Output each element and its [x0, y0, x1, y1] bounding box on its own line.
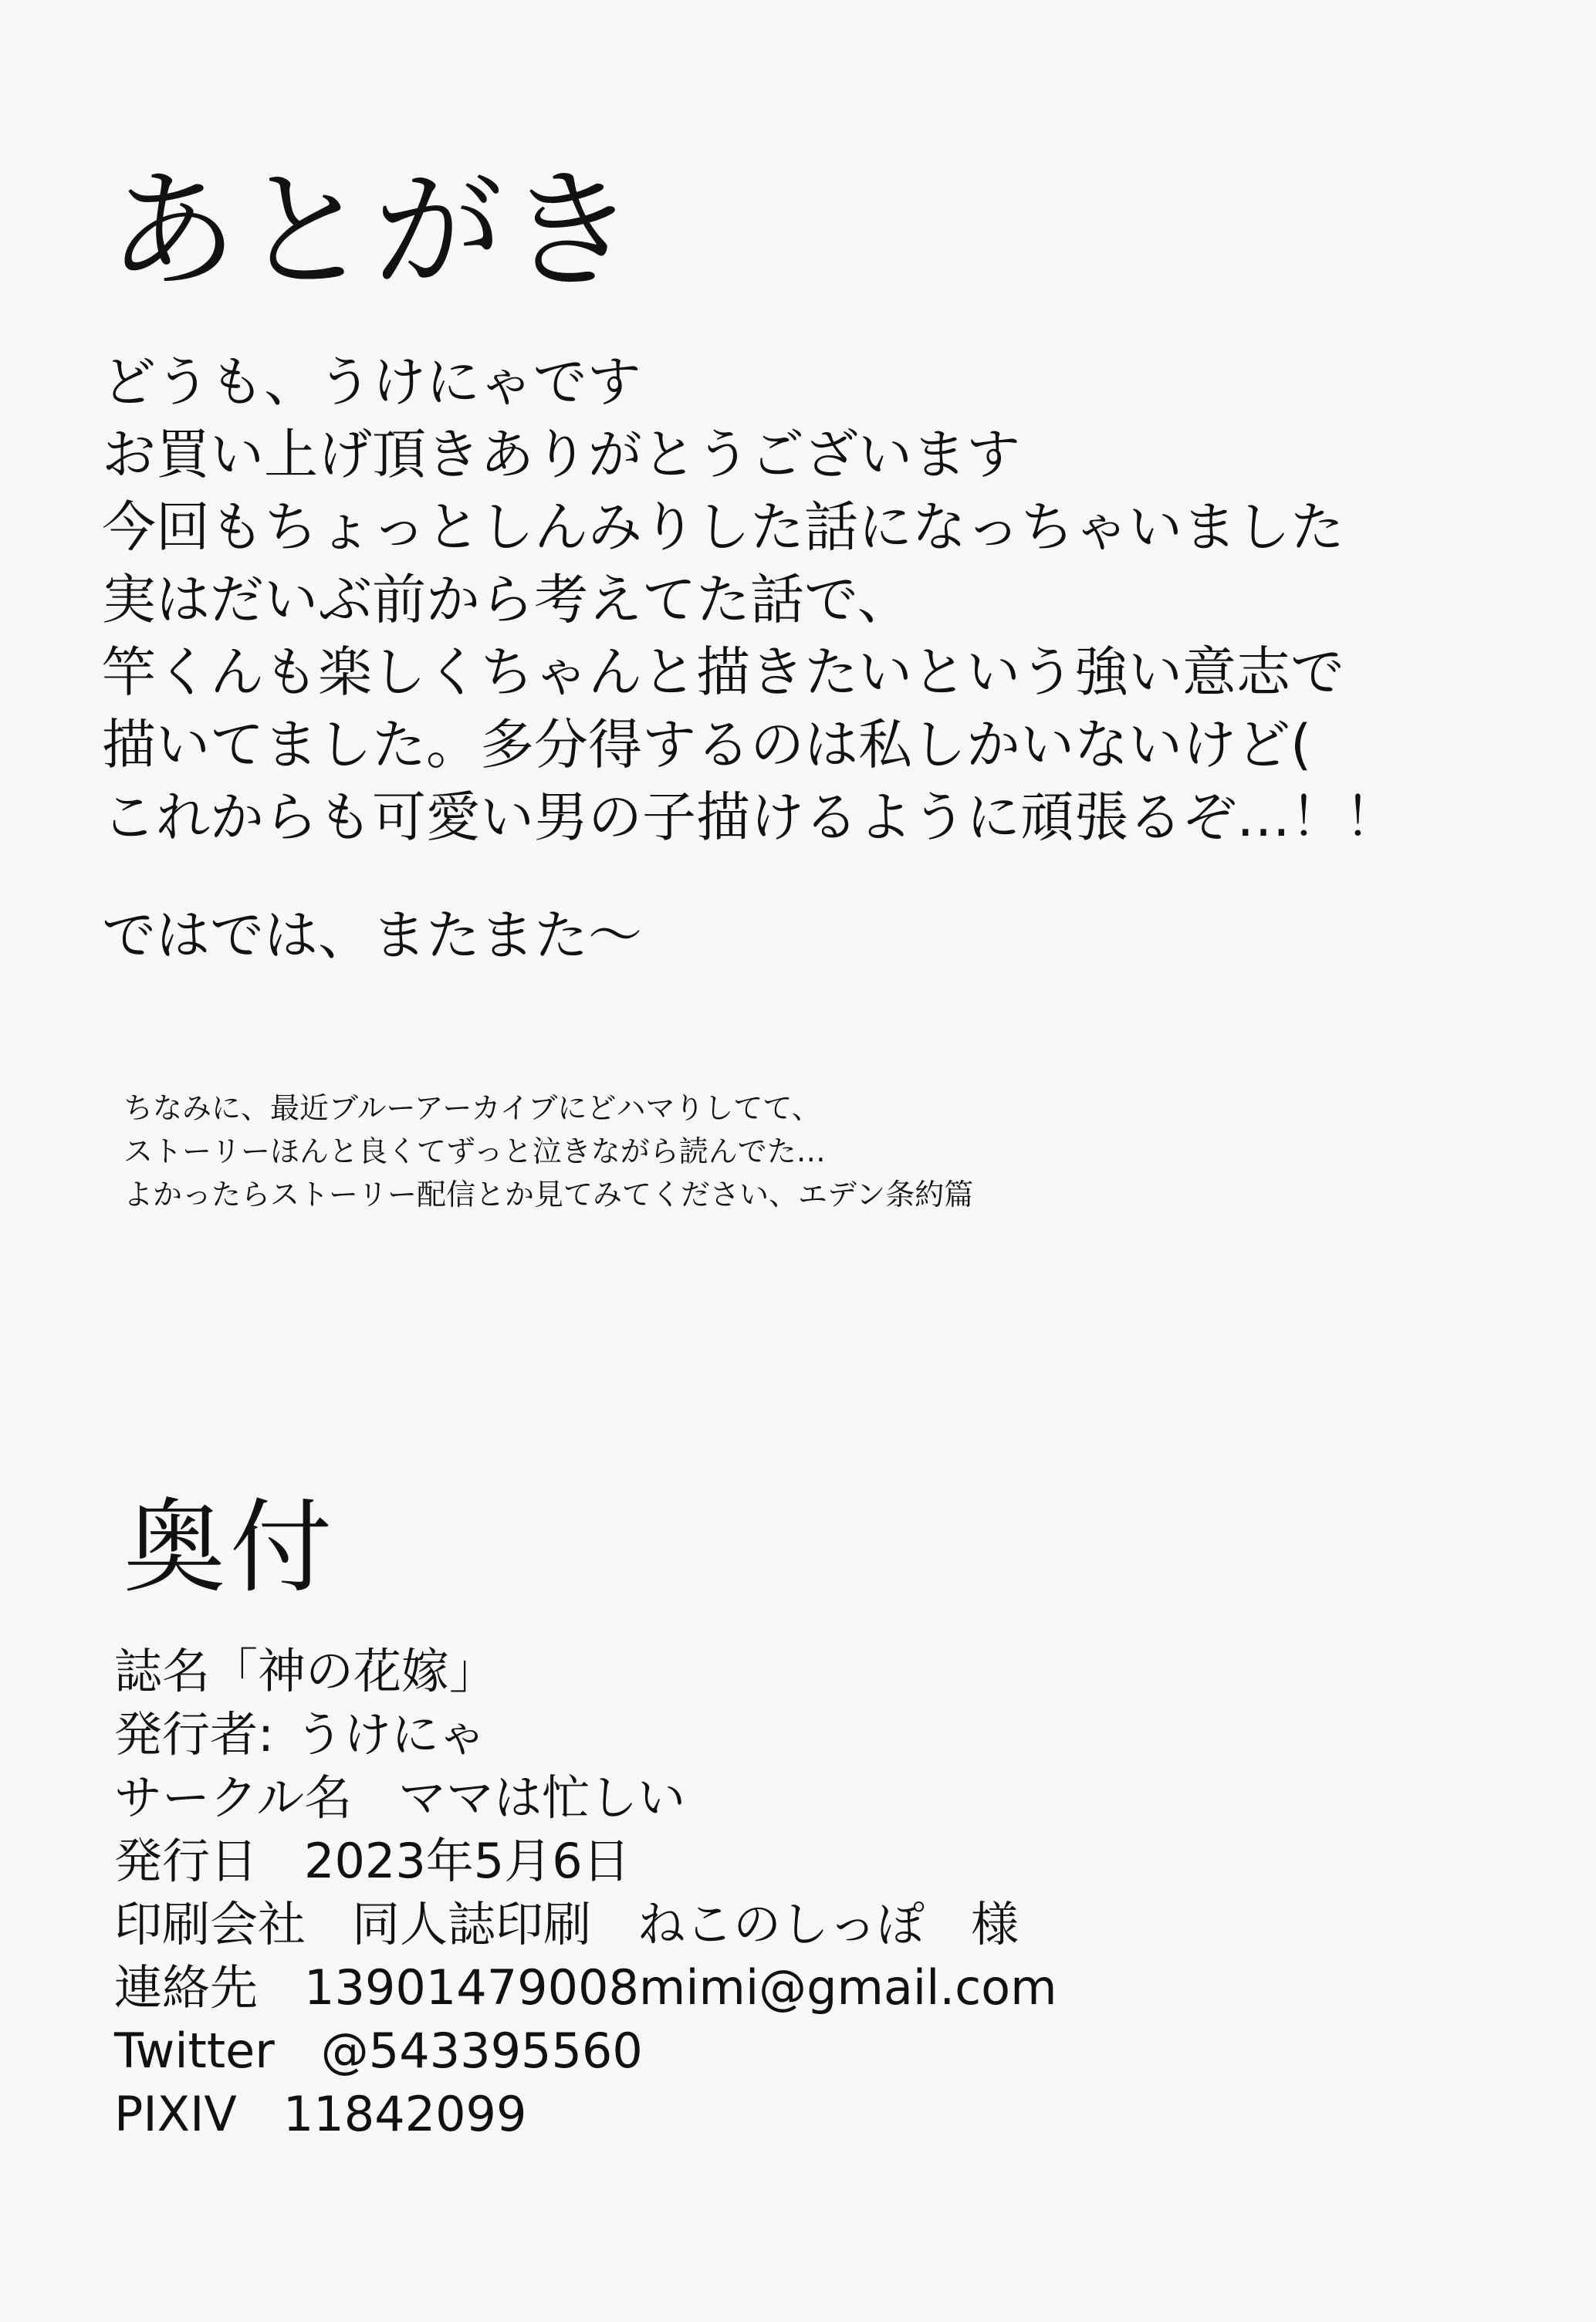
colophon-label: PIXIV — [114, 2086, 237, 2142]
colophon-row-circle — [114, 1766, 1057, 1830]
afterword-line: どうも、うけにゃです — [102, 350, 641, 414]
colophon-value: うけにゃ — [295, 1706, 486, 1763]
colophon-label: Twitter — [114, 2023, 275, 2079]
postscript-line: ストーリーほんと良くてずっと泣きながら読んでた… — [123, 1134, 826, 1168]
colophon-value: 「神の花嫁」 — [210, 1643, 498, 1699]
colophon-row-pixiv — [114, 2083, 1057, 2146]
colophon-value: 11842099 — [282, 2086, 527, 2142]
colophon-row-publisher — [114, 1703, 1057, 1766]
colophon-value: @543395560 — [320, 2023, 643, 2079]
colophon-row-book-title — [114, 1640, 1057, 1703]
colophon-label: 連絡先 — [114, 1959, 259, 2016]
afterword-line: これからも可愛い男の子描けるように頑張るぞ…！！ — [102, 786, 1398, 849]
postscript-line: よかったらストーリー配信とか見てみてください、エデン条約篇 — [123, 1178, 974, 1212]
colophon-value: ママは忙しい — [398, 1769, 686, 1826]
afterword-line: 描いてました。多分得するのは私しかいないけど( — [102, 713, 1312, 776]
colophon-label: 印刷会社 — [114, 1896, 306, 1952]
colophon-value: 2023年5月6日 — [304, 1833, 631, 1889]
afterword-line: 竿くんも楽しくちゃんと描きたいという強い意志で — [102, 640, 1344, 704]
afterword-line: 実はだいぶ前から考えてた話で、 — [102, 568, 911, 631]
colophon-details — [114, 1640, 1057, 2146]
afterword-line: 今回もちょっとしんみりした話になっちゃいました — [102, 495, 1344, 559]
colophon-row-date — [114, 1830, 1057, 1893]
afterword-line: お買い上げ頂きありがとうございます — [102, 423, 1020, 486]
afterword-closing: ではでは、またまた～ — [102, 904, 642, 967]
postscript-note — [123, 1087, 973, 1216]
colophon-value: 13901479008mimi@gmail.com — [304, 1959, 1057, 2016]
afterword-heading: あとがき — [108, 155, 639, 306]
colophon-value: ねこのしっぽ — [637, 1896, 925, 1952]
colophon-heading: 奥付 — [123, 1489, 336, 1607]
colophon-label: 発行日 — [114, 1833, 259, 1889]
colophon-value: 様 — [971, 1896, 1019, 1952]
postscript-line: ちなみに、最近ブルーアーカイブにどハマりしてて、 — [123, 1091, 821, 1125]
afterword-body — [102, 346, 1398, 853]
colophon-label: サークル名 — [114, 1769, 353, 1826]
colophon-label: 誌名 — [114, 1643, 211, 1699]
colophon-label: 発行者: — [114, 1706, 274, 1763]
colophon-row-printer — [114, 1893, 1057, 1956]
colophon-row-twitter — [114, 2019, 1057, 2083]
colophon-value: 同人誌印刷 — [352, 1896, 592, 1952]
colophon-row-contact — [114, 1956, 1057, 2019]
